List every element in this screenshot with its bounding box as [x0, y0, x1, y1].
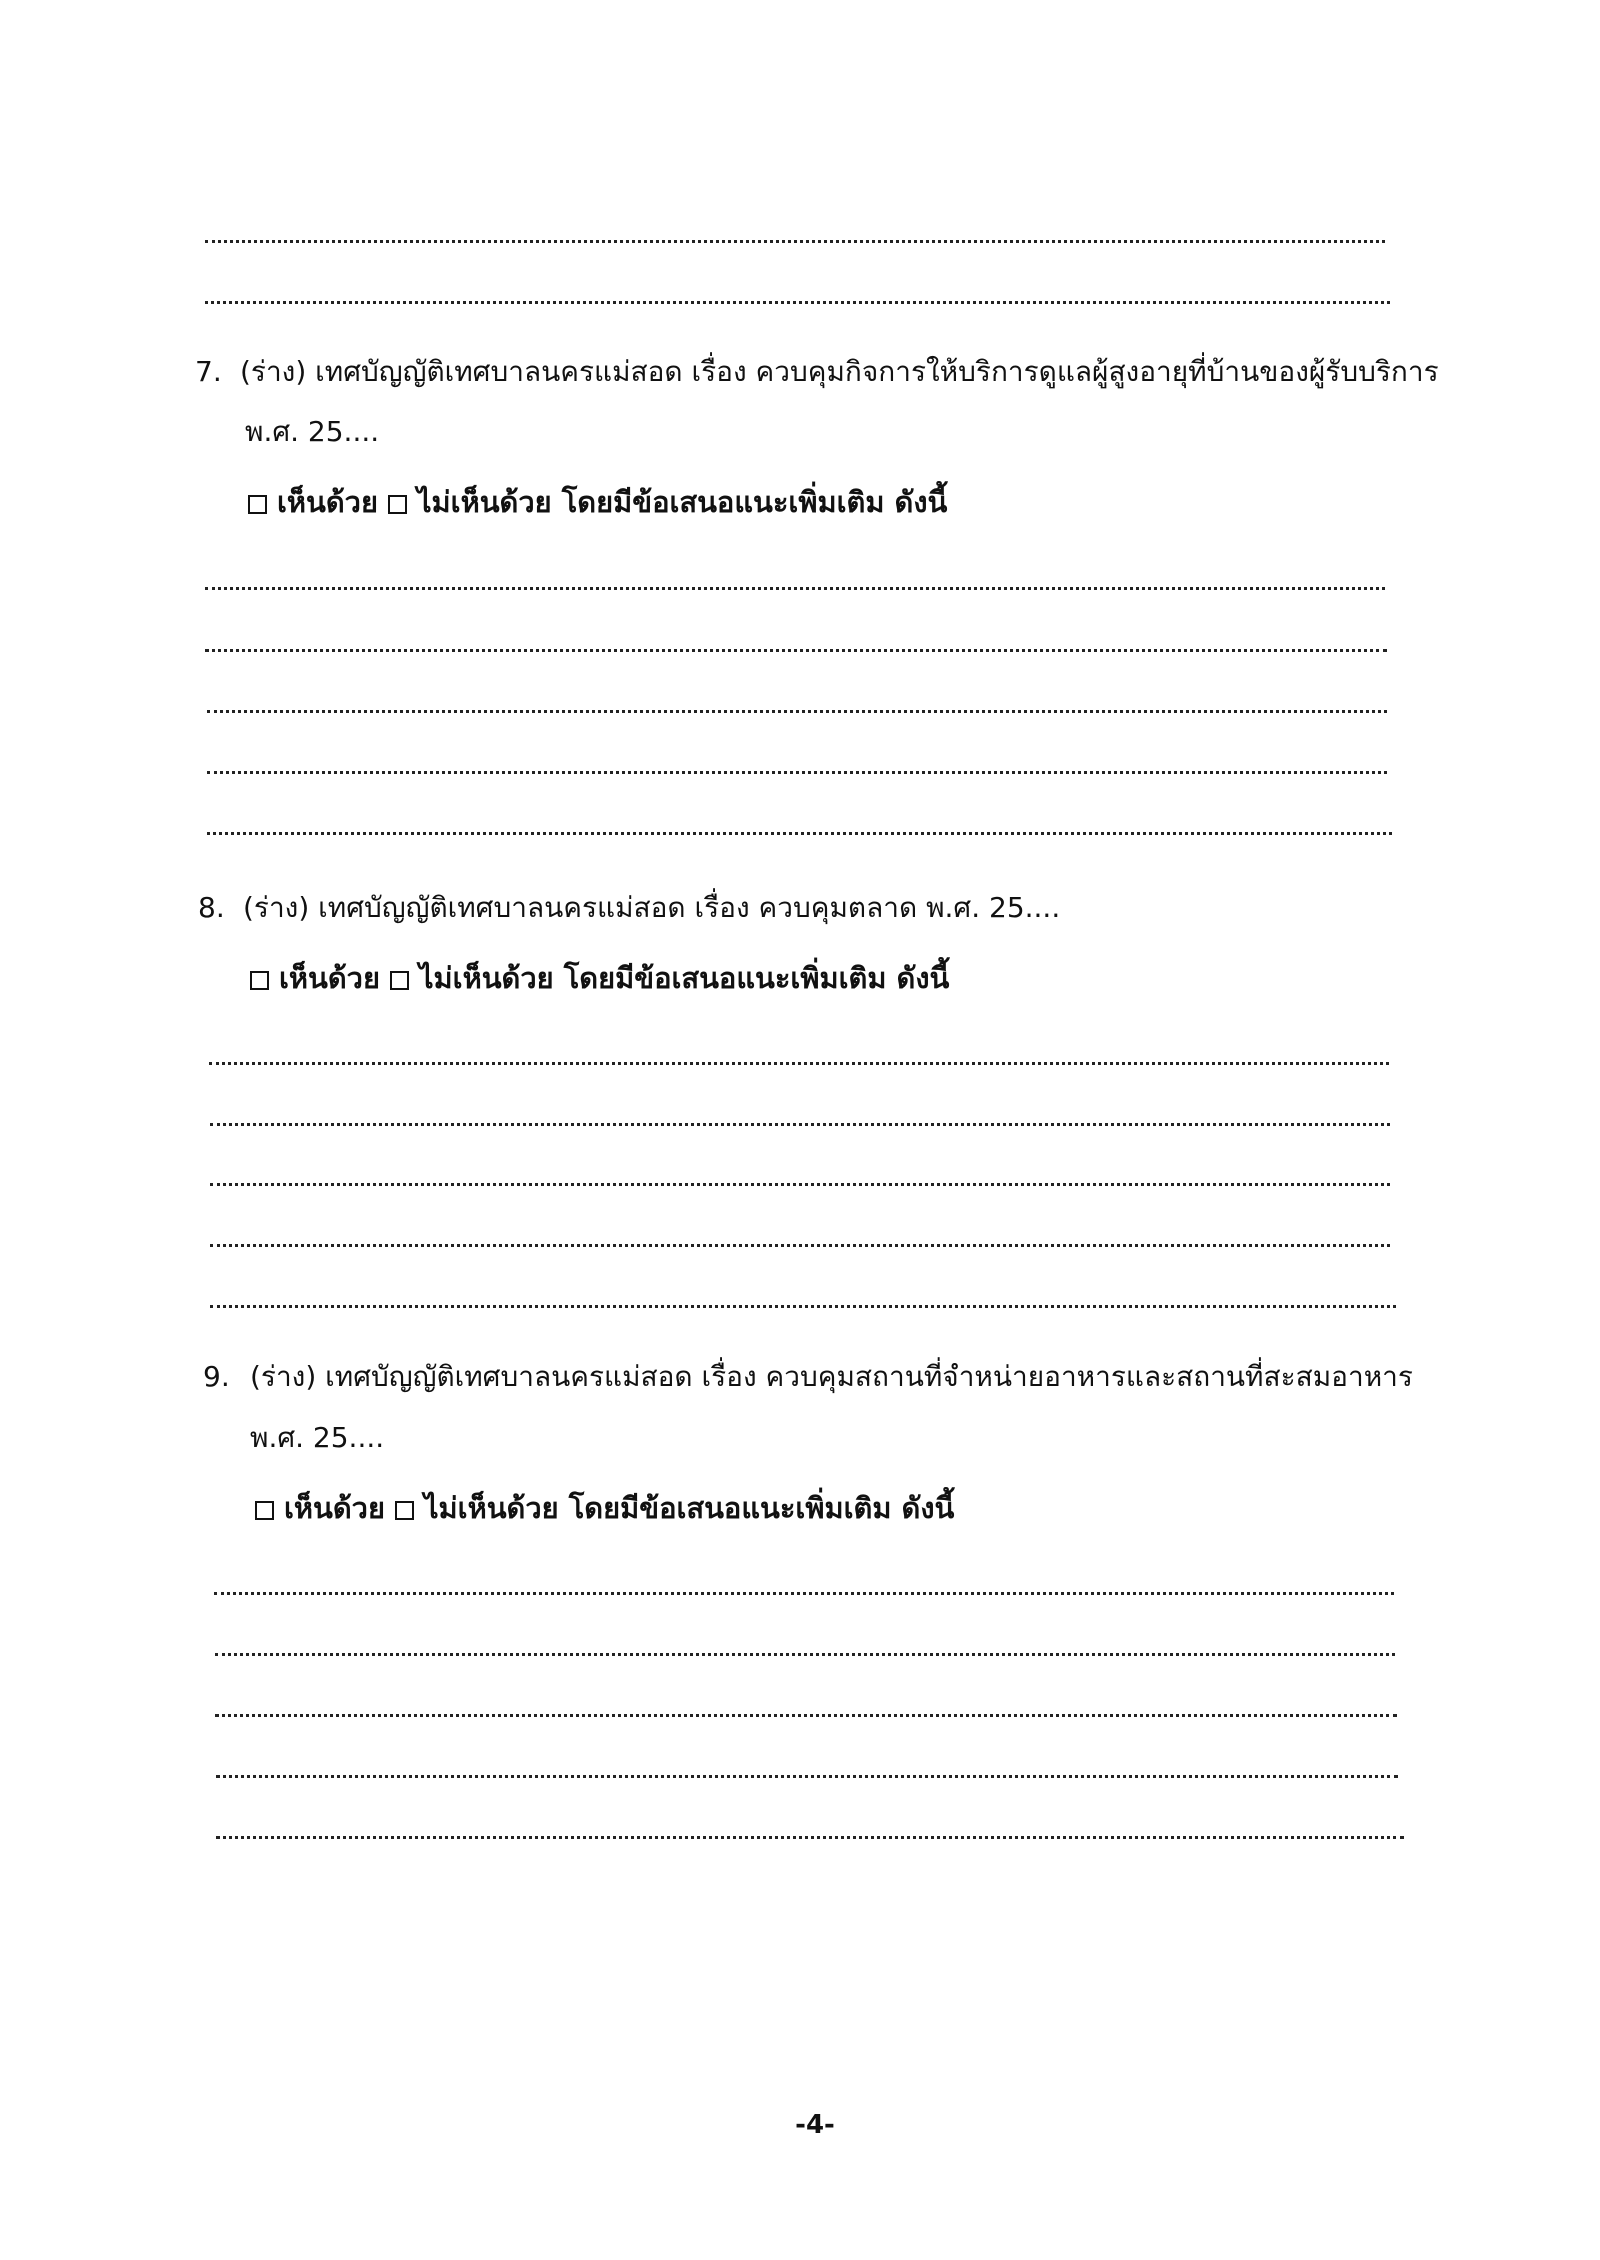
item-title-continued: พ.ศ. 25.... [245, 415, 380, 448]
disagree-checkbox[interactable] [390, 971, 409, 990]
disagree-label: ไม่เห็นด้วย โดยมีข้อเสนอแนะเพิ่มเติม ดังนี้ [416, 485, 948, 519]
answer-line[interactable] [210, 1305, 1396, 1308]
item-number: 7. [195, 355, 222, 388]
answer-line[interactable] [205, 649, 1387, 652]
item-title: (ร่าง) เทศบัญญัติเทศบาลนครแม่สอด เรื่อง ควบคุมสถานที่จำหน่ายอาหารและสถานที่สะสมอาหาร [250, 1360, 1413, 1393]
answer-line[interactable] [205, 587, 1385, 590]
answer-line[interactable] [215, 1653, 1395, 1656]
agree-checkbox[interactable] [255, 1501, 274, 1520]
agree-checkbox[interactable] [248, 495, 267, 514]
answer-line[interactable] [216, 1775, 1398, 1778]
answer-line[interactable] [207, 832, 1392, 835]
agree-checkbox[interactable] [250, 971, 269, 990]
answer-line[interactable] [210, 1183, 1390, 1186]
answer-line[interactable] [205, 301, 1390, 304]
answer-line[interactable] [216, 1836, 1404, 1839]
disagree-checkbox[interactable] [388, 495, 407, 514]
page-number: -4- [795, 2110, 835, 2140]
item-title-continued: พ.ศ. 25.... [250, 1421, 385, 1454]
answer-line[interactable] [205, 240, 1385, 243]
item-title: (ร่าง) เทศบัญญัติเทศบาลนครแม่สอด เรื่อง ควบคุมตลาด พ.ศ. 25.... [243, 891, 1061, 924]
disagree-label: ไม่เห็นด้วย โดยมีข้อเสนอแนะเพิ่มเติม ดังนี้ [418, 961, 950, 995]
item-number: 8. [198, 891, 225, 924]
answer-line[interactable] [214, 1592, 1394, 1595]
answer-line[interactable] [207, 771, 1387, 774]
answer-line[interactable] [210, 1123, 1390, 1126]
answer-line[interactable] [207, 710, 1387, 713]
choice-row [248, 482, 947, 522]
answer-line[interactable] [209, 1062, 1389, 1065]
disagree-label: ไม่เห็นด้วย โดยมีข้อเสนอแนะเพิ่มเติม ดังนี้ [423, 1491, 955, 1525]
agree-label: เห็นด้วย [277, 485, 378, 519]
disagree-checkbox[interactable] [395, 1501, 414, 1520]
item-title: (ร่าง) เทศบัญญัติเทศบาลนครแม่สอด เรื่อง ควบคุมกิจการให้บริการดูแลผู้สูงอายุที่บ้านของผู้รับบริการ [240, 355, 1439, 388]
choice-row [250, 958, 949, 998]
choice-row [255, 1488, 954, 1528]
item-number: 9. [203, 1360, 230, 1393]
agree-label: เห็นด้วย [284, 1491, 385, 1525]
answer-line[interactable] [210, 1244, 1390, 1247]
agree-label: เห็นด้วย [279, 961, 380, 995]
answer-line[interactable] [215, 1714, 1397, 1717]
